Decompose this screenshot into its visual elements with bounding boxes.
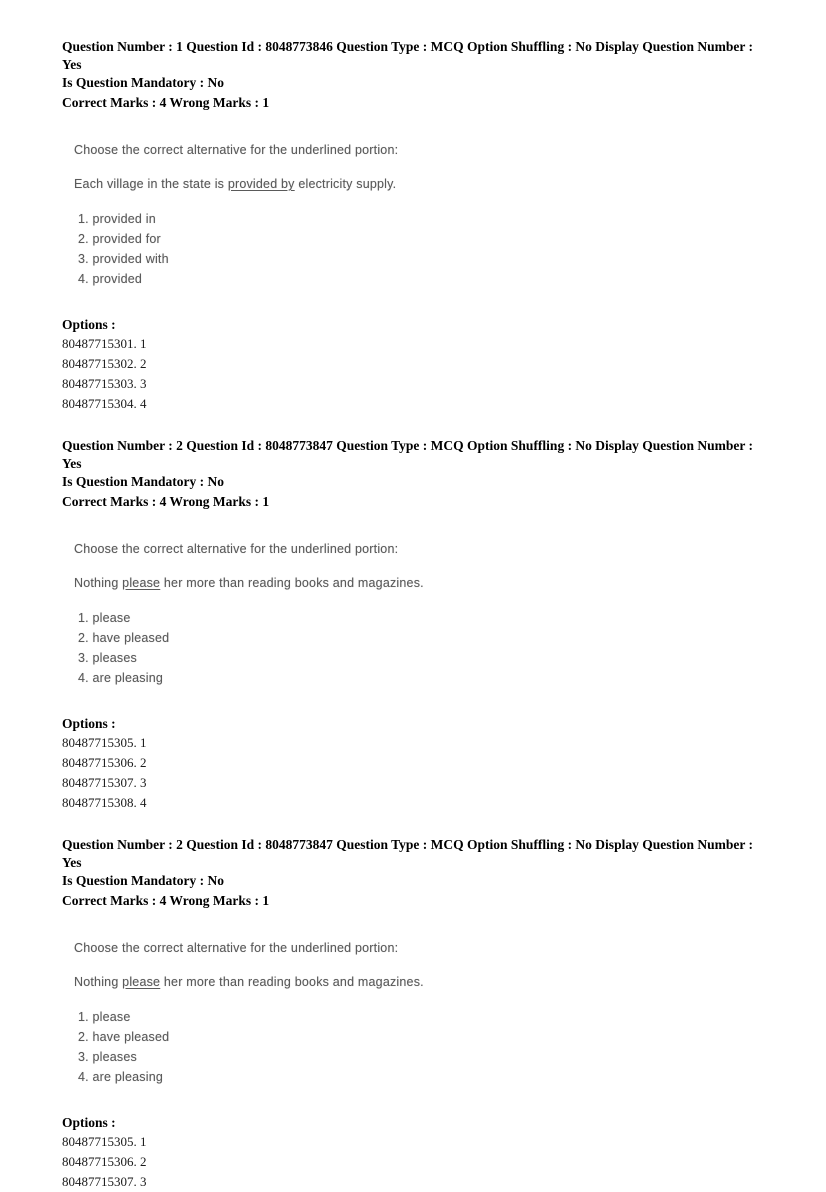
choice-item: 1. please bbox=[78, 611, 131, 625]
question-meta-line-2: Is Question Mandatory : No bbox=[62, 873, 225, 888]
choice-item: 2. provided for bbox=[78, 232, 161, 246]
choice-item: 4. provided bbox=[78, 272, 143, 286]
sentence-post: her more than reading books and magazines. bbox=[160, 975, 424, 989]
question-prompt: Choose the correct alternative for the underlined portion: bbox=[74, 143, 399, 157]
option-id-row: 80487715307. 3 bbox=[62, 1174, 147, 1189]
question-prompt: Choose the correct alternative for the underlined portion: bbox=[74, 542, 399, 556]
option-id-row: 80487715301. 1 bbox=[62, 336, 147, 351]
question-meta-line-2: Is Question Mandatory : No bbox=[62, 474, 225, 489]
choice-item: 4. are pleasing bbox=[78, 671, 164, 685]
question-image bbox=[74, 541, 768, 688]
option-id-row: 80487715302. 2 bbox=[62, 356, 147, 371]
question-block bbox=[0, 437, 826, 813]
underlined-text: please bbox=[122, 576, 161, 590]
question-meta-line-1: Question Number : 2 Question Id : 8048773847 Question Type : MCQ Option Shuffling : No Display Question Number : Yes bbox=[62, 438, 753, 471]
question-header bbox=[62, 836, 768, 890]
question-sentence bbox=[74, 575, 768, 591]
option-id-list bbox=[62, 733, 768, 813]
options-heading: Options : bbox=[62, 716, 116, 731]
question-block bbox=[0, 836, 826, 1192]
question-image bbox=[74, 940, 768, 1087]
option-id-list bbox=[62, 334, 768, 414]
underlined-text: provided by bbox=[227, 177, 295, 191]
sentence-pre: Nothing bbox=[74, 975, 123, 989]
option-id-row: 80487715308. 4 bbox=[62, 795, 147, 810]
correct-marks-line: Correct Marks : 4 Wrong Marks : 1 bbox=[62, 494, 270, 509]
question-sentence bbox=[74, 974, 768, 990]
option-id-row: 80487715305. 1 bbox=[62, 735, 147, 750]
choice-item: 2. have pleased bbox=[78, 1030, 170, 1044]
choice-item: 3. pleases bbox=[78, 651, 137, 665]
option-id-row: 80487715304. 4 bbox=[62, 396, 147, 411]
choice-item: 3. pleases bbox=[78, 1050, 137, 1064]
question-meta-line-1: Question Number : 2 Question Id : 8048773847 Question Type : MCQ Option Shuffling : No Display Question Number : Yes bbox=[62, 837, 753, 870]
sentence-pre: Each village in the state is bbox=[74, 177, 228, 191]
choice-item: 4. are pleasing bbox=[78, 1070, 164, 1084]
option-id-list bbox=[62, 1132, 768, 1192]
correct-marks-line: Correct Marks : 4 Wrong Marks : 1 bbox=[62, 893, 270, 908]
option-id-row: 80487715307. 3 bbox=[62, 775, 147, 790]
question-image bbox=[74, 142, 768, 289]
question-meta-line-1: Question Number : 1 Question Id : 8048773846 Question Type : MCQ Option Shuffling : No Display Question Number : Yes bbox=[62, 39, 753, 72]
choice-list bbox=[78, 1007, 768, 1087]
choice-item: 3. provided with bbox=[78, 252, 169, 266]
choice-item: 1. provided in bbox=[78, 212, 156, 226]
question-sentence bbox=[74, 176, 768, 192]
question-block bbox=[0, 0, 826, 414]
option-id-row: 80487715306. 2 bbox=[62, 1154, 147, 1169]
choice-list bbox=[78, 608, 768, 688]
sentence-post: her more than reading books and magazines. bbox=[160, 576, 424, 590]
choice-list bbox=[78, 209, 768, 289]
option-id-row: 80487715305. 1 bbox=[62, 1134, 147, 1149]
options-heading: Options : bbox=[62, 317, 116, 332]
choice-item: 1. please bbox=[78, 1010, 131, 1024]
correct-marks-line: Correct Marks : 4 Wrong Marks : 1 bbox=[62, 95, 270, 110]
question-prompt: Choose the correct alternative for the underlined portion: bbox=[74, 941, 399, 955]
option-id-row: 80487715306. 2 bbox=[62, 755, 147, 770]
sentence-pre: Nothing bbox=[74, 576, 123, 590]
question-header bbox=[62, 38, 768, 92]
sentence-post: electricity supply. bbox=[294, 177, 397, 191]
question-header bbox=[62, 437, 768, 491]
options-heading: Options : bbox=[62, 1115, 116, 1130]
question-meta-line-2: Is Question Mandatory : No bbox=[62, 75, 225, 90]
underlined-text: please bbox=[122, 975, 161, 989]
choice-item: 2. have pleased bbox=[78, 631, 170, 645]
option-id-row: 80487715303. 3 bbox=[62, 376, 147, 391]
